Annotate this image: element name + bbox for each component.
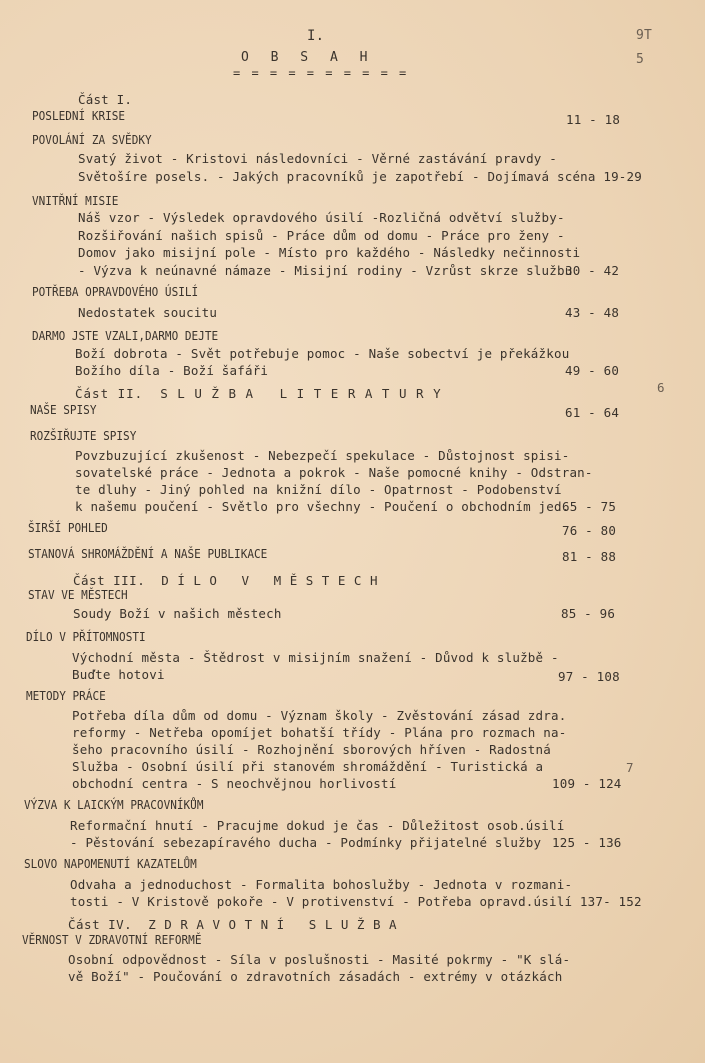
section-line: sovatelské práce - Jednota a pokrok - Naše pomocné knihy - Odstran- [75, 465, 593, 480]
page-roman-number: I. [307, 28, 325, 44]
section-line: - Pěstování sebezapíravého ducha - Podmínky přijatelné služby [70, 835, 542, 850]
section-line: obchodní centra - S neochvějnou horlivostí [72, 776, 397, 791]
section-heading: ROZŠIŘUJTE SPISY [30, 429, 137, 443]
page-range: 85 - 96 [561, 606, 616, 621]
section-line: Odvaha a jednoduchost - Formalita bohoslužby - Jednota v rozmani- [70, 877, 573, 892]
section-line: Nedostatek soucitu [78, 305, 218, 320]
section-heading: METODY PRÁCE [26, 689, 106, 703]
page-range: 97 - 108 [558, 669, 620, 684]
part-label-2: Část II. S L U Ž B A L I T E R A T U R Y [75, 386, 442, 401]
section-heading: DARMO JSTE VZALI,DARMO DEJTE [32, 329, 219, 343]
page-range: 49 - 60 [565, 363, 620, 378]
section-line: te dluhy - Jiný pohled na knižní dílo - Opatrnost - Podobenství [75, 482, 562, 497]
section-line: reformy - Netřeba opomíjet bohatší třídy - Plána pro rozmach na- [72, 725, 567, 740]
page-range: 76 - 80 [562, 523, 617, 538]
section-line: Reformační hnutí - Pracujme dokud je čas - Důležitost osob.úsilí [70, 818, 565, 833]
section-line: Služba - Osobní úsilí při stanovém shromáždění - Turistická a [72, 759, 544, 774]
section-line: Osobní odpovědnost - Síla v poslušnosti - Masité pokrmy - "K slá- [68, 952, 571, 967]
section-line: Rozšiřování našich spisů - Práce dům od domu - Práce pro ženy - [78, 228, 565, 243]
margin-mark-6: 6 [657, 380, 665, 395]
section-heading: DÍLO V PŘÍTOMNOSTI [26, 630, 146, 644]
section-heading: STANOVÁ SHROMÁŽDĚNÍ A NAŠE PUBLIKACE [28, 547, 268, 561]
section-line: Potřeba díla dům od domu - Význam školy - Zvěstování zásad zdra. [72, 708, 567, 723]
section-heading: POSLEDNÍ KRISE [32, 109, 126, 123]
section-heading: STAV VE MĚSTECH [28, 588, 128, 602]
section-line: Buďte hotovi [72, 667, 165, 682]
page-range: 65 - 75 [562, 499, 617, 514]
corner-sub-number: 5 [636, 52, 645, 67]
section-heading: VÝZVA K LAICKÝM PRACOVNÍKŮM [24, 798, 204, 812]
section-heading: VĚRNOST V ZDRAVOTNÍ REFORMĚ [22, 933, 202, 947]
section-line: Povzbuzující zkušenost - Nebezpečí spekulace - Důstojnost spisi- [75, 448, 570, 463]
page-range: 43 - 48 [565, 305, 620, 320]
section-heading: POTŘEBA OPRAVDOVÉHO ÚSILÍ [32, 285, 199, 299]
section-heading: VNITŘNÍ MISIE [32, 194, 119, 208]
title-rule: = = = = = = = = = = [233, 66, 409, 80]
part-label-3: Část III. D Í L O V M Ě S T E C H [73, 573, 378, 588]
part-label-1: Část I. [78, 92, 133, 107]
page-title: O B S A H [241, 50, 375, 65]
section-line: šeho pracovního úsilí - Rozhojnění sborových hříven - Radostná [72, 742, 551, 757]
page-range: 30 - 42 [565, 263, 620, 278]
section-line: Božího díla - Boží šafáři [75, 363, 269, 378]
section-line: Domov jako misijní pole - Místo pro každého - Následky nečinnosti [78, 245, 581, 260]
section-line: Východní města - Štědrost v misijním snažení - Důvod k službě - [72, 650, 559, 665]
section-line: k našemu poučení - Světlo pro všechny - Poučení o obchodním jed. [75, 499, 570, 514]
page-range: 125 - 136 [552, 835, 622, 850]
section-line: Náš vzor - Výsledek opravdového úsilí -Rozličná odvětví služby- [78, 210, 565, 225]
section-line: Světošíre posels. - Jakých pracovníků je zapotřebí - Dojímavá scéna 19-29 [78, 169, 642, 184]
section-heading: ŠIRŠÍ POHLED [28, 521, 108, 535]
part-label-4: Část IV. Z D R A V O T N Í S L U Ž B A [68, 917, 398, 932]
section-heading: NAŠE SPISY [30, 403, 97, 417]
section-line: - Výzva k neúnavné námaze - Misijní rodiny - Vzrůst skrze službu [78, 263, 573, 278]
section-heading: SLOVO NAPOMENUTÍ KAZATELŮM [24, 857, 197, 871]
section-line: Soudy Boží v našich městech [73, 606, 282, 621]
section-line: vě Boží" - Poučování o zdravotních zásadách - extrémy v otázkách [68, 969, 563, 984]
page-range: 109 - 124 [552, 776, 622, 791]
margin-mark-7: 7 [626, 760, 634, 775]
section-line: tosti - V Kristově pokoře - V protivenství - Potřeba opravd.úsilí 137- 152 [70, 894, 642, 909]
section-line: Svatý život - Kristovi následovníci - Věrné zastávání pravdy - [78, 151, 557, 166]
page-range: 61 - 64 [565, 405, 620, 420]
page-range: 81 - 88 [562, 549, 617, 564]
section-line: Boží dobrota - Svět potřebuje pomoc - Naše sobectví je překážkou [75, 346, 570, 361]
section-heading: POVOLÁNÍ ZA SVĚDKY [32, 133, 152, 147]
page-range: 11 - 18 [566, 112, 621, 127]
corner-page-number: 9T [636, 28, 653, 43]
